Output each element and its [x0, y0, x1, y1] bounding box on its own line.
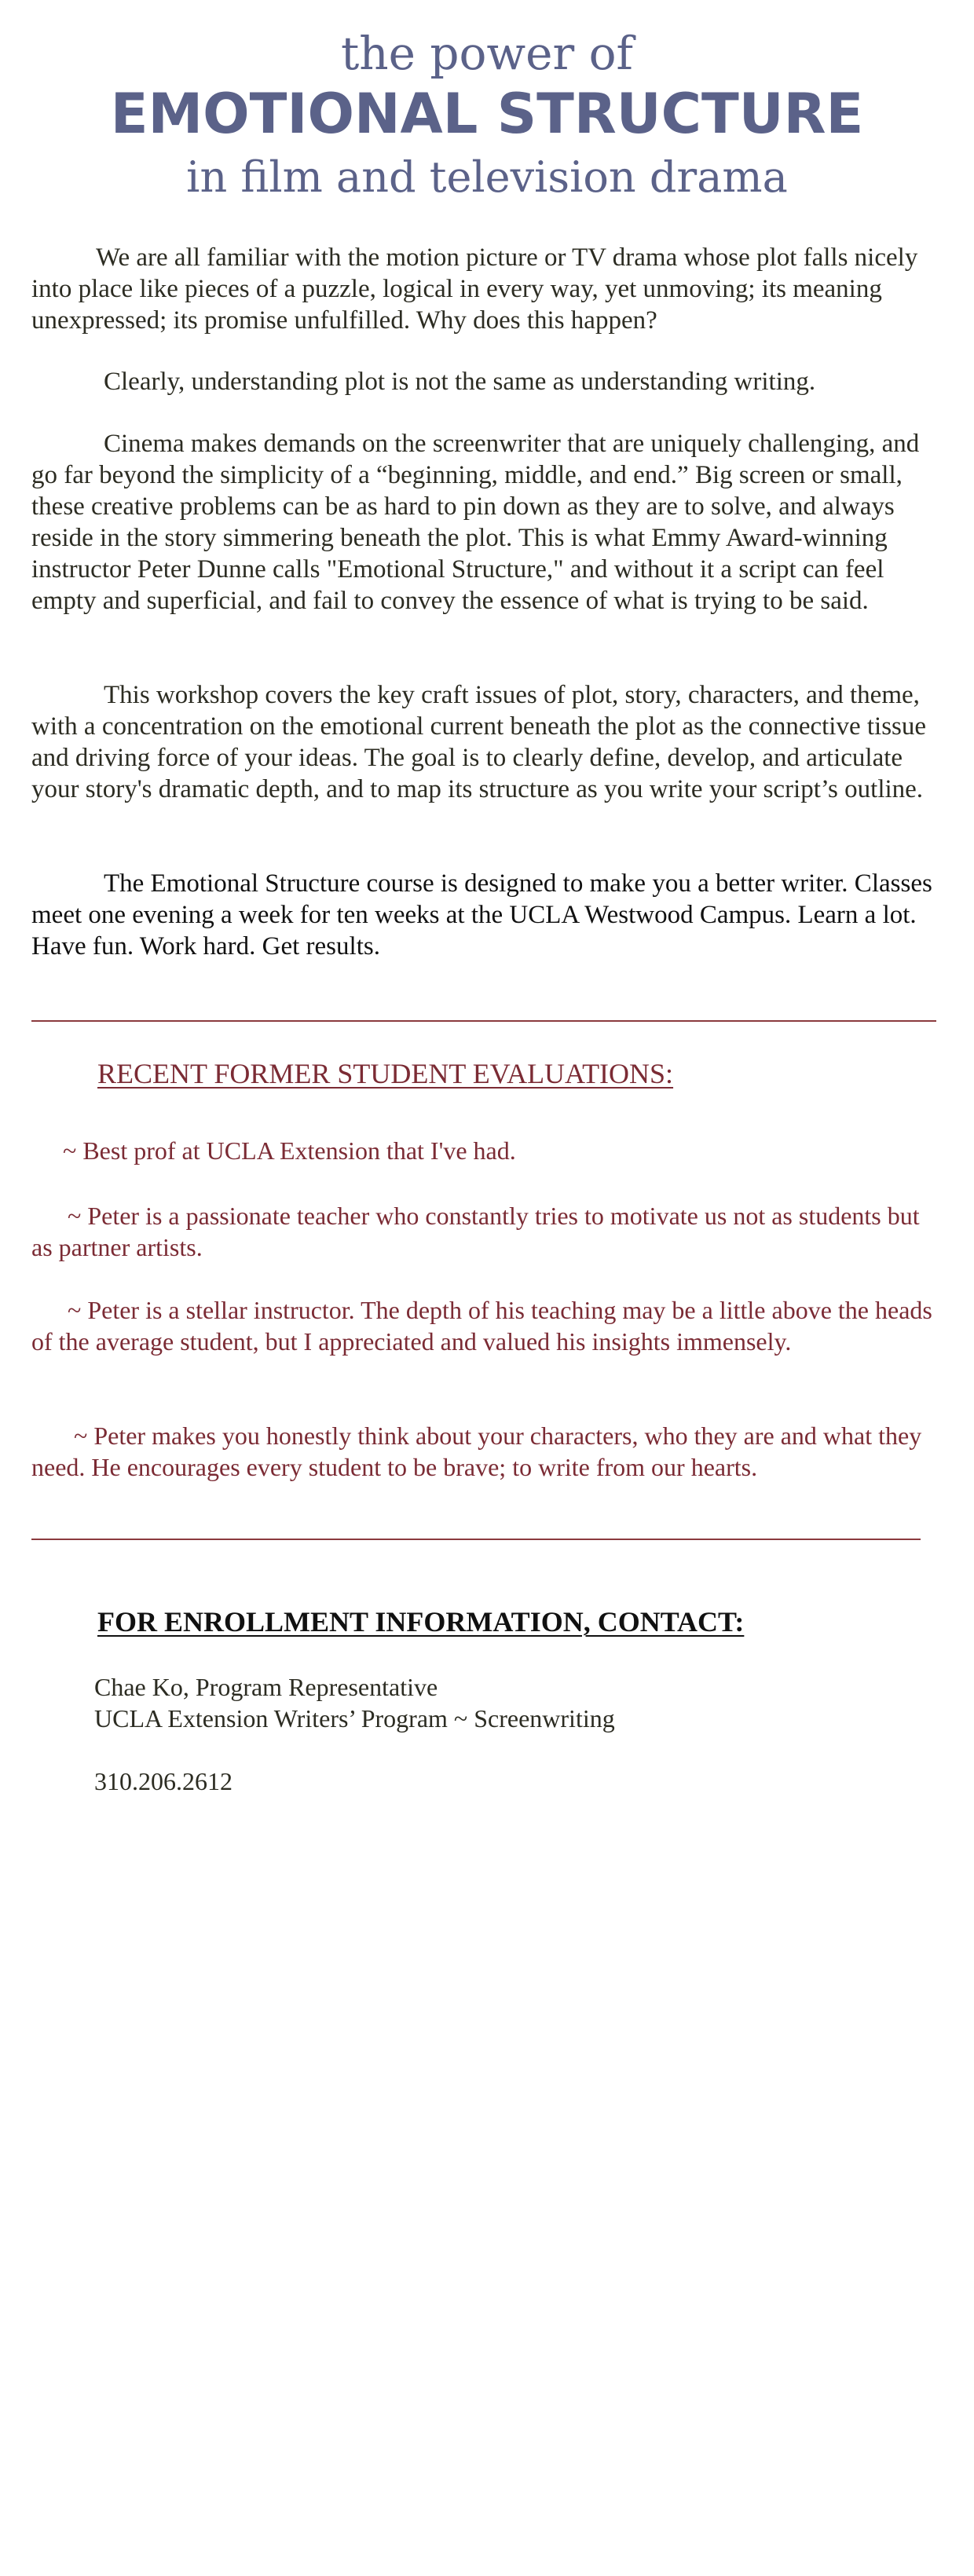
intro-paragraph-2-text: Clearly, understanding plot is not the same as understanding writing. [104, 368, 816, 396]
intro-paragraph-2 [31, 366, 950, 397]
intro-paragraph-3 [31, 428, 950, 617]
intro-paragraph-4 [31, 679, 950, 805]
evaluation-text: ~ Peter is a stellar instructor. The depth of his teaching may be a little above the heads of the average student, but I appreciated and valued his insights immensely. [31, 1296, 932, 1356]
evaluation-item [31, 1135, 943, 1166]
intro-paragraph-1 [31, 242, 950, 336]
intro-paragraph-5 [31, 868, 950, 962]
evaluation-item [31, 1200, 943, 1263]
title-line-1: the power of [341, 27, 633, 80]
intro-paragraph-3-text: Cinema makes demands on the screenwriter that are uniquely challenging, and go far beyond the simplicity of a “beginning, middle, and end.” Big screen or small, these creative problems can be as hard to pin down as they are to solve, and always reside in the story simmering beneath the plot. This is what Emmy Award-winning instructor Peter Dunne calls "Emotional Structure," and without it a script can feel empty and superficial, and fail to convey the essence of what is trying to be said. [31, 430, 920, 615]
evaluations-heading: RECENT FORMER STUDENT EVALUATIONS: [97, 1058, 674, 1089]
evaluation-text: ~ Peter makes you honestly think about your characters, who they are and what they need. He encourages every student to be brave; to write from our hearts. [31, 1422, 922, 1481]
evaluation-text: ~ Peter is a passionate teacher who constantly tries to motivate us not as students but as partner artists. [31, 1202, 920, 1261]
intro-paragraph-1-text: We are all familiar with the motion picture or TV drama whose plot falls nicely into place like pieces of a puzzle, logical in every way, yet unmoving; its meaning unexpressed; its promise unfulfilled. Why does this happen? [31, 243, 918, 335]
contact-heading: FOR ENROLLMENT INFORMATION, CONTACT: [97, 1606, 745, 1637]
page-title: EMOTIONAL STRUCTURE [110, 82, 864, 146]
divider [31, 1020, 936, 1022]
contact-phone: 310.206.2612 [94, 1767, 233, 1795]
intro-paragraph-4-text: This workshop covers the key craft issues of plot, story, characters, and theme, with a concentration on the emotional current beneath the plot as the connective tissue and driving force of your ideas. The goal is to clearly define, develop, and articulate your story's dramatic depth, and to map its structure as you write your script’s outline. [31, 681, 927, 803]
evaluation-item [31, 1420, 943, 1483]
evaluation-item [31, 1294, 943, 1357]
contact-name: Chae Ko, Program Representative [94, 1673, 438, 1701]
divider [31, 1539, 921, 1540]
evaluation-text: ~ Best prof at UCLA Extension that I've had. [63, 1136, 516, 1165]
contact-program: UCLA Extension Writers’ Program ~ Screenwriting [94, 1704, 615, 1733]
title-subtitle: in film and television drama [186, 152, 788, 202]
intro-paragraph-5-text: The Emotional Structure course is designed to make you a better writer. Classes meet one evening a week for ten weeks at the UCLA Westwood Campus. Learn a lot. Have fun. Work hard. Get results. [31, 869, 932, 961]
